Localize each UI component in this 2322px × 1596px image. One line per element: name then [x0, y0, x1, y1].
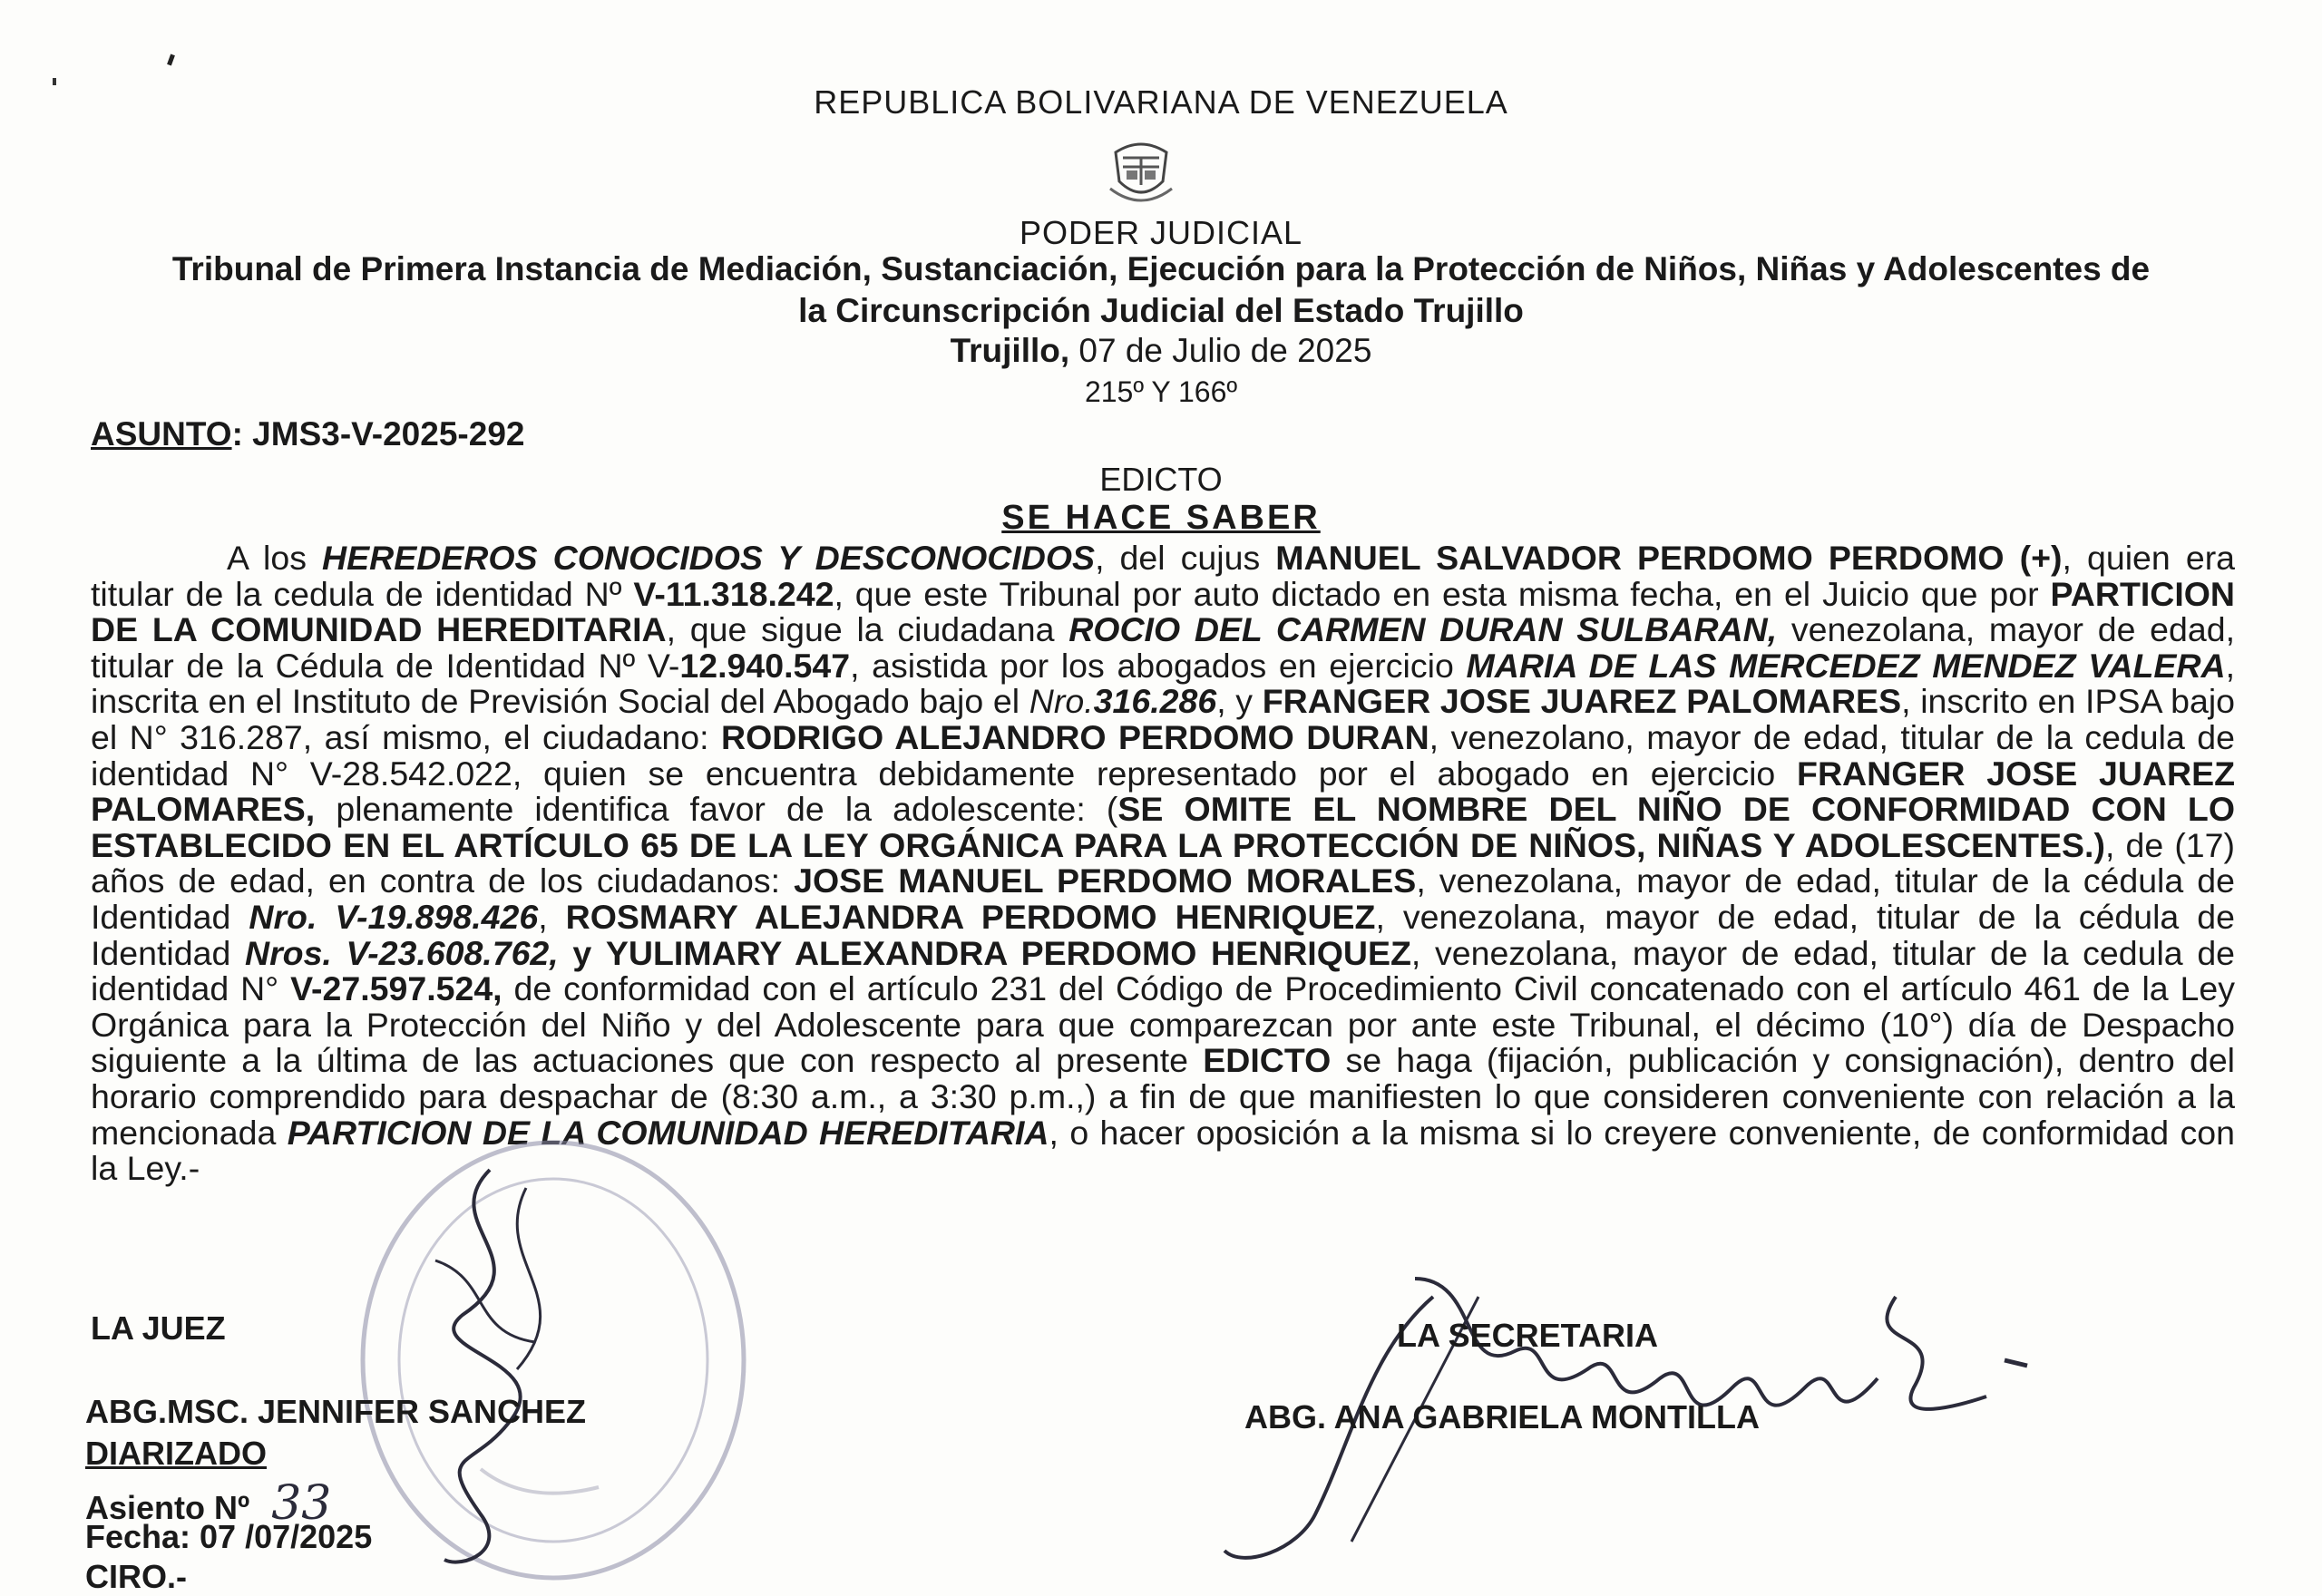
body-segment: FRANGER JOSE JUAREZ PALOMARES — [1262, 682, 1902, 721]
judge-signature — [381, 1152, 635, 1578]
date-line — [0, 332, 2322, 370]
body-segment: y — [572, 933, 592, 972]
diarizado-label — [85, 1435, 267, 1473]
coat-of-arms-icon — [1107, 134, 1176, 207]
secretary-name: ABG. ANA GABRIELA MONTILLA — [1244, 1398, 1760, 1435]
body-segment: YULIMARY ALEXANDRA PERDOMO HENRIQUEZ — [605, 933, 1411, 972]
asiento-value: 33 — [271, 1476, 332, 1531]
document-subtitle: SE HACE SABER — [1001, 499, 1321, 537]
body-segment: , que este Tribunal por auto dictado en esta misma fecha, en el Juicio que por — [834, 574, 2039, 613]
body-segment: , venezolana, mayor de edad, titular de la cédula de Identidad — [91, 897, 2236, 972]
diarizado-text: DIARIZADO — [85, 1435, 267, 1472]
body-segment: V-11.318.242 — [633, 574, 834, 613]
body-segment: RODRIGO ALEJANDRO PERDOMO DURAN — [721, 717, 1429, 756]
body-segment: , inscrita en el Instituto de Previsión Social del Abogado bajo el — [91, 646, 2236, 721]
years-line: 215º Y 166º — [1084, 375, 1238, 408]
body-segment: , venezolana, mayor de edad, titular de la cédula de Identidad — [91, 861, 2236, 936]
body-segment: Nro. V-19.898.426 — [249, 897, 539, 936]
body-segment: se haga (fijación, publicación y consignación), dentro del horario comprendido para despachar de (8:30 a.m., a 3:30 p.m.,) a fin de que manifiesten lo que consideren conveniente con relación a la mencionada — [91, 1041, 2236, 1152]
body-segment: , de (17) años de edad, en contra de los ciudadanos: — [91, 825, 2236, 900]
body-segment: , quien era titular de la cedula de identidad Nº — [91, 539, 2236, 613]
body-segment: FRANGER JOSE JUAREZ PALOMARES, — [91, 754, 2236, 829]
body-segment: MARIA DE LAS MERCEDEZ MENDEZ VALERA — [1466, 646, 2226, 685]
secretary-title: LA SECRETARIA — [1397, 1317, 1658, 1354]
body-segment: A los — [227, 539, 307, 577]
body-segment: MANUEL SALVADOR PERDOMO PERDOMO (+) — [1275, 539, 2063, 577]
asiento-label: Asiento Nº — [85, 1489, 250, 1526]
body-segment: , y — [1216, 682, 1254, 721]
asunto-colon: : — [231, 415, 243, 453]
body-segment: , asistida por los abogados en ejercicio — [850, 646, 1454, 685]
country-heading: REPUBLICA BOLIVARIANA DE VENEZUELA — [814, 83, 1508, 121]
body-segment: Nro. — [1029, 682, 1094, 721]
document-title: EDICTO — [1099, 461, 1223, 498]
body-segment: venezolana, mayor de edad, titular de la Cédula de Identidad Nº V- — [91, 610, 2236, 685]
judge-title: LA JUEZ — [91, 1309, 226, 1347]
speck-mark — [167, 54, 175, 66]
body-segment: plenamente identifica favor de la adolescente: ( — [336, 790, 1118, 829]
judge-name: ABG.MSC. JENNIFER SANCHEZ — [85, 1393, 587, 1430]
body-segment: SE OMITE EL NOMBRE DEL NIÑO DE CONFORMIDAD CON LO ESTABLECIDO EN EL ARTÍCULO 65 DE LA LEY ORGÁNICA PARA LA PROTECCIÓN DE NIÑOS, NIÑAS Y ADOLESCENTES.) — [91, 790, 2235, 864]
body-segment: JOSE MANUEL PERDOMO MORALES — [794, 861, 1417, 900]
body-segment: , que sigue la ciudadana — [666, 610, 1055, 649]
body-segment: , — [538, 897, 548, 936]
body-segment: HEREDEROS CONOCIDOS Y DESCONOCIDOS — [322, 539, 1096, 577]
body-segment: PARTICION DE LA COMUNIDAD HEREDITARIA — [287, 1113, 1049, 1152]
asunto-label: ASUNTO — [91, 415, 232, 453]
body-segment: , venezolano, mayor de edad, titular de la cedula de identidad N° V-28.542.022, quien se encuentra debidamente representado por el abogado en ejercicio — [91, 717, 2236, 793]
body-segment: , del cujus — [1095, 539, 1261, 577]
city: Trujillo, — [950, 332, 1070, 369]
court-name-line1: Tribunal de Primera Instancia de Mediación, Sustanciación, Ejecución para la Protección de Niños, Niñas y Adolescentes de — [171, 250, 2151, 287]
ciro-line: CIRO.- — [85, 1558, 187, 1595]
court-name-line2: la Circunscripción Judicial del Estado Trujillo — [798, 292, 1524, 329]
asunto-value: JMS3-V-2025-292 — [252, 415, 525, 453]
date: 07 de Julio de 2025 — [1078, 332, 1372, 369]
fecha-line: Fecha: 07 /07/2025 — [85, 1518, 373, 1555]
body-segment: de conformidad con el artículo 231 del Código de Procedimiento Civil concatenado con el artículo 461 de la Ley Orgánica para la Protección del Niño y del Adolescente para que comparezcan por ante este Tribunal, el décimo (10°) día de Despacho siguiente a la última de las actuaciones que con respecto al presente — [91, 969, 2236, 1080]
body-segment: , o hacer oposición a la misma si lo creyere conveniente, de conformidad con la Ley.- — [91, 1113, 2235, 1188]
body-segment: , inscrito en IPSA bajo el N° 316.287, así mismo, el ciudadano: — [91, 682, 2236, 756]
body-segment: 316.286 — [1093, 682, 1217, 721]
edict-body — [91, 540, 2235, 1187]
body-segment: ROCIO DEL CARMEN DURAN SULBARAN, — [1068, 610, 1778, 649]
body-segment: Nros. V-23.608.762, — [244, 933, 559, 972]
body-segment: , venezolana, mayor de edad, titular de la cedula de identidad N° — [91, 933, 2236, 1008]
body-segment: ROSMARY ALEJANDRA PERDOMO HENRIQUEZ — [565, 897, 1376, 936]
body-segment: 12.940.547 — [679, 646, 851, 685]
branch-heading: PODER JUDICIAL — [1019, 214, 1303, 251]
body-segment: V-27.597.524, — [290, 969, 502, 1008]
body-segment: PARTICION DE LA COMUNIDAD HEREDITARIA — [91, 574, 2236, 649]
body-segment: EDICTO — [1203, 1041, 1332, 1080]
asunto-line — [91, 415, 524, 453]
